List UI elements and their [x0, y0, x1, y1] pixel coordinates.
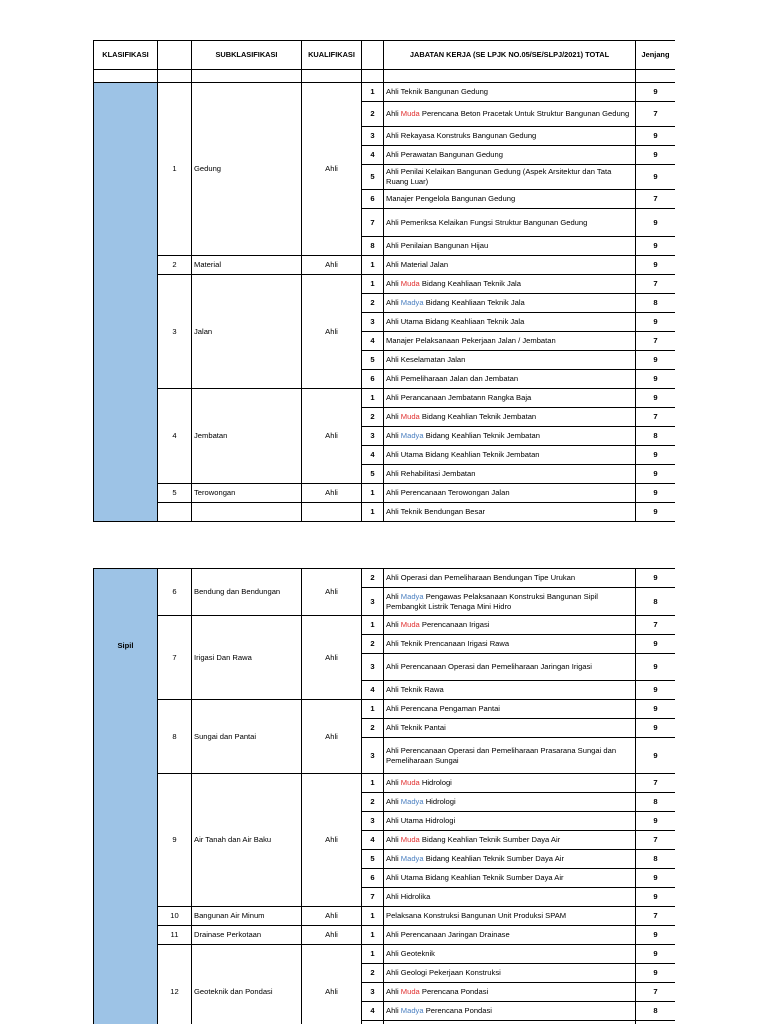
jabatan-title: [384, 83, 636, 102]
subklasifikasi-name: Irigasi Dan Rawa: [192, 616, 302, 700]
jabatan-text: Ahli: [386, 412, 401, 421]
jabatan-text: Ahli: [386, 620, 401, 629]
table-row: [94, 389, 676, 408]
jabatan-no: 6: [362, 869, 384, 888]
table-row: [94, 774, 676, 793]
jenjang-cell: 8: [636, 588, 676, 616]
jabatan-no: 7: [362, 888, 384, 907]
jabatan-no: 2: [362, 793, 384, 812]
jabatan-text: Perencanaan Irigasi: [419, 620, 490, 629]
level-madya: Madya: [400, 854, 424, 863]
jabatan-no: 3: [362, 313, 384, 332]
subklasifikasi-no: 1: [158, 83, 192, 256]
jabatan-no: 4: [362, 446, 384, 465]
jabatan-text: Ahli: [386, 431, 401, 440]
level-muda: Muda: [400, 412, 420, 421]
jabatan-title: [384, 831, 636, 850]
kualifikasi-cell: Ahli: [302, 945, 362, 1024]
jabatan-no: 3: [362, 427, 384, 446]
jabatan-title: [384, 165, 636, 190]
jabatan-title: [384, 209, 636, 237]
kualifikasi-cell: Ahli: [302, 569, 362, 616]
jabatan-text: Ahli Penilai Kelaikan Bangunan Gedung (Aspek Arsitektur dan Tata Ruang Luar): [386, 167, 612, 186]
jabatan-no: 8: [362, 237, 384, 256]
jabatan-text: Bidang Keahlian Teknik Jembatan: [419, 412, 537, 421]
header-jenjang: Jenjang: [636, 41, 676, 70]
header-no2: [362, 41, 384, 70]
header-row: [94, 41, 676, 70]
jabatan-title: [384, 146, 636, 165]
jenjang-cell: 9: [636, 209, 676, 237]
jabatan-text: Perencana Beton Pracetak Untuk Struktur Bangunan Gedung: [419, 109, 630, 118]
jabatan-no: 2: [362, 569, 384, 588]
level-muda: Muda: [400, 835, 420, 844]
jenjang-cell: 9: [636, 654, 676, 681]
spacer-row: [94, 70, 676, 83]
jabatan-text: Ahli Perencanaan Operasi dan Pemeliharaan Jaringan Irigasi: [386, 662, 592, 671]
jabatan-text: Bidang Keahliaan Teknik Jala: [423, 298, 525, 307]
jenjang-cell: 9: [636, 926, 676, 945]
level-muda: Muda: [400, 109, 420, 118]
kualifikasi-cell: Ahli: [302, 275, 362, 389]
jabatan-text: Ahli Geologi Pekerjaan Konstruksi: [386, 968, 501, 977]
jabatan-title: [384, 681, 636, 700]
jabatan-no: [362, 1021, 384, 1024]
jabatan-text: Ahli Hidrolika: [386, 892, 431, 901]
classification-table-2: [93, 568, 675, 1024]
kualifikasi-cell: Ahli: [302, 83, 362, 256]
table-row: [94, 503, 676, 522]
jenjang-cell: 9: [636, 256, 676, 275]
jabatan-text: Ahli Perencanaan Operasi dan Pemeliharaan Prasarana Sungai dan Pemeliharaan Sungai: [386, 745, 617, 765]
jenjang-cell: 9: [636, 635, 676, 654]
jabatan-title: [384, 635, 636, 654]
jabatan-text: Ahli Teknik Pantai: [386, 723, 446, 732]
jenjang-cell: 9: [636, 313, 676, 332]
jabatan-title: [384, 294, 636, 313]
table-row: [94, 569, 676, 588]
jabatan-text: Bidang Keahlian Teknik Sumber Daya Air: [423, 854, 565, 863]
jabatan-no: 4: [362, 681, 384, 700]
jenjang-cell: 9: [636, 165, 676, 190]
jenjang-cell: 9: [636, 964, 676, 983]
jabatan-text: Ahli: [386, 298, 401, 307]
jabatan-text: Ahli: [386, 778, 401, 787]
jabatan-text: Ahli Material Jalan: [386, 260, 449, 269]
jabatan-text: Ahli Utama Bidang Keahliaan Teknik Jala: [386, 317, 525, 326]
jabatan-no: 1: [362, 945, 384, 964]
jabatan-no: 2: [362, 294, 384, 313]
jabatan-no: 1: [362, 256, 384, 275]
jenjang-cell: 7: [636, 616, 676, 635]
jabatan-title: [384, 738, 636, 774]
jabatan-text: Ahli: [386, 797, 401, 806]
jabatan-no: 5: [362, 465, 384, 484]
jenjang-cell: 7: [636, 190, 676, 209]
jabatan-no: 1: [362, 389, 384, 408]
jabatan-text: Perencana Pondasi: [419, 987, 489, 996]
kualifikasi-cell: Ahli: [302, 484, 362, 503]
jabatan-no: 1: [362, 907, 384, 926]
subklasifikasi-no: 4: [158, 389, 192, 484]
jenjang-cell: 8: [636, 1002, 676, 1021]
level-madya: Madya: [400, 1006, 424, 1015]
jabatan-text: Ahli: [386, 835, 401, 844]
jabatan-text: Ahli Keselamatan Jalan: [386, 355, 466, 364]
jabatan-title: [384, 389, 636, 408]
jenjang-cell: 9: [636, 446, 676, 465]
jabatan-text: Manajer Pengelola Bangunan Gedung: [386, 194, 516, 203]
jabatan-title: [384, 569, 636, 588]
jabatan-text: Bidang Keahlian Teknik Sumber Daya Air: [419, 835, 561, 844]
jenjang-cell: 9: [636, 146, 676, 165]
kualifikasi-cell: Ahli: [302, 389, 362, 484]
jenjang-cell: 7: [636, 102, 676, 127]
classification-table-1: [93, 40, 675, 522]
jabatan-no: 2: [362, 102, 384, 127]
table-row: [94, 83, 676, 102]
jabatan-text: Hidrologi: [419, 778, 452, 787]
table-row: [94, 700, 676, 719]
jenjang-cell: 9: [636, 812, 676, 831]
jabatan-title: [384, 408, 636, 427]
jabatan-title: [384, 465, 636, 484]
jabatan-text: Ahli Utama Bidang Keahlian Teknik Sumber Daya Air: [386, 873, 564, 882]
jabatan-text: Ahli Teknik Prencanaan Irigasi Rawa: [386, 639, 510, 648]
jabatan-title: [384, 190, 636, 209]
jenjang-cell: 8: [636, 850, 676, 869]
subklasifikasi-no: 6: [158, 569, 192, 616]
level-muda: Muda: [400, 620, 420, 629]
jabatan-no: 2: [362, 964, 384, 983]
jabatan-no: 3: [362, 983, 384, 1002]
jenjang-cell: 9: [636, 738, 676, 774]
subklasifikasi-name: Air Tanah dan Air Baku: [192, 774, 302, 907]
jabatan-text: Ahli Perencanaan Terowongan Jalan: [386, 488, 510, 497]
kualifikasi-cell: [302, 503, 362, 522]
subklasifikasi-name: Geoteknik dan Pondasi: [192, 945, 302, 1024]
jabatan-text: Perencana Pondasi: [423, 1006, 492, 1015]
jabatan-title: [384, 1021, 636, 1024]
jenjang-cell: 9: [636, 945, 676, 964]
jabatan-no: 1: [362, 83, 384, 102]
jabatan-no: 4: [362, 146, 384, 165]
jabatan-text: Bidang Keahliaan Teknik Jala: [419, 279, 521, 288]
kualifikasi-cell: Ahli: [302, 926, 362, 945]
table-row: [94, 484, 676, 503]
jenjang-cell: 7: [636, 275, 676, 294]
table-page-2: [93, 568, 675, 1024]
subklasifikasi-no: 11: [158, 926, 192, 945]
jabatan-no: 5: [362, 351, 384, 370]
klasifikasi-cell: Sipil: [94, 569, 158, 1024]
jenjang-cell: 9: [636, 719, 676, 738]
subklasifikasi-name: Bendung dan Bendungan: [192, 569, 302, 616]
jabatan-title: [384, 888, 636, 907]
jabatan-text: Ahli Perencana Pengaman Pantai: [386, 704, 500, 713]
jabatan-text: Bidang Keahlian Teknik Jembatan: [423, 431, 540, 440]
jabatan-text: Ahli: [386, 279, 401, 288]
jabatan-text: Ahli Utama Hidrologi: [386, 816, 456, 825]
jabatan-title: [384, 983, 636, 1002]
jenjang-cell: 8: [636, 294, 676, 313]
jenjang-cell: 8: [636, 793, 676, 812]
jenjang-cell: 7: [636, 983, 676, 1002]
subklasifikasi-no: 10: [158, 907, 192, 926]
jabatan-text: Ahli Perancanaan Jembatann Rangka Baja: [386, 393, 532, 402]
level-madya: Madya: [400, 298, 424, 307]
jenjang-cell: 9: [636, 700, 676, 719]
subklasifikasi-name: [192, 503, 302, 522]
subklasifikasi-no: 7: [158, 616, 192, 700]
jabatan-text: Ahli Geoteknik: [386, 949, 435, 958]
jenjang-cell: 9: [636, 465, 676, 484]
jabatan-title: [384, 588, 636, 616]
jabatan-no: 3: [362, 588, 384, 616]
jabatan-text: Ahli Pemeriksa Kelaikan Fungsi Struktur Bangunan Gedung: [386, 217, 588, 227]
jabatan-text: Ahli Perencanaan Jaringan Drainase: [386, 930, 510, 939]
jabatan-title: [384, 793, 636, 812]
jabatan-no: 1: [362, 616, 384, 635]
jenjang-cell: 8: [636, 427, 676, 446]
jabatan-title: [384, 275, 636, 294]
table-row: [94, 945, 676, 964]
jabatan-text: Ahli Rekayasa Konstruks Bangunan Gedung: [386, 131, 537, 140]
table-row: [94, 256, 676, 275]
jabatan-title: [384, 313, 636, 332]
jabatan-title: [384, 945, 636, 964]
level-muda: Muda: [400, 987, 420, 996]
jenjang-cell: 9: [636, 569, 676, 588]
kualifikasi-cell: Ahli: [302, 774, 362, 907]
subklasifikasi-name: Drainase Perkotaan: [192, 926, 302, 945]
subklasifikasi-name: Sungai dan Pantai: [192, 700, 302, 774]
subklasifikasi-no: [158, 503, 192, 522]
jenjang-cell: [636, 1021, 676, 1024]
kualifikasi-cell: Ahli: [302, 616, 362, 700]
jabatan-no: 6: [362, 190, 384, 209]
subklasifikasi-name: Terowongan: [192, 484, 302, 503]
jabatan-no: 2: [362, 635, 384, 654]
jabatan-text: Pengawas Pelaksanaan Konstruksi Bangunan Sipil Pembangkit Listrik Tenaga Mini Hidro: [386, 591, 598, 611]
jenjang-cell: 9: [636, 351, 676, 370]
jabatan-no: 4: [362, 1002, 384, 1021]
jabatan-text: Ahli: [386, 854, 401, 863]
jabatan-title: [384, 127, 636, 146]
jabatan-text: Ahli: [386, 987, 401, 996]
table-row: [94, 907, 676, 926]
subklasifikasi-name: Jembatan: [192, 389, 302, 484]
jabatan-no: 1: [362, 774, 384, 793]
jenjang-cell: 9: [636, 370, 676, 389]
jabatan-text: Pelaksana Konstruksi Bangunan Unit Produksi SPAM: [386, 911, 567, 920]
subklasifikasi-no: 8: [158, 700, 192, 774]
table-row: [94, 926, 676, 945]
jabatan-text: Ahli Teknik Rawa: [386, 685, 444, 694]
jabatan-text: Ahli Operasi dan Pemeliharaan Bendungan Tipe Urukan: [386, 573, 576, 582]
jabatan-no: 1: [362, 484, 384, 503]
kualifikasi-cell: Ahli: [302, 256, 362, 275]
jabatan-no: 1: [362, 700, 384, 719]
level-madya: Madya: [400, 431, 424, 440]
table-page-1: [93, 40, 675, 536]
jabatan-text: Ahli Teknik Bendungan Besar: [386, 507, 486, 516]
jabatan-no: 3: [362, 738, 384, 774]
jabatan-text: Hidrologi: [423, 797, 456, 806]
jabatan-title: [384, 332, 636, 351]
jabatan-text: Manajer Pelaksanaan Pekerjaan Jalan / Jembatan: [386, 336, 556, 345]
table-row: [94, 616, 676, 635]
header-kualifikasi: KUALIFIKASI: [302, 41, 362, 70]
subklasifikasi-name: Bangunan Air Minum: [192, 907, 302, 926]
jabatan-title: [384, 503, 636, 522]
jenjang-cell: 9: [636, 503, 676, 522]
subklasifikasi-name: Material: [192, 256, 302, 275]
jenjang-cell: 9: [636, 869, 676, 888]
subklasifikasi-no: 9: [158, 774, 192, 907]
jabatan-title: [384, 850, 636, 869]
jabatan-title: [384, 926, 636, 945]
header-klasifikasi: KLASIFIKASI: [94, 41, 158, 70]
jabatan-no: 6: [362, 370, 384, 389]
jabatan-no: 5: [362, 165, 384, 190]
jabatan-title: [384, 484, 636, 503]
jabatan-title: [384, 237, 636, 256]
jabatan-no: 4: [362, 831, 384, 850]
jabatan-title: [384, 812, 636, 831]
header-subklasifikasi: SUBKLASIFIKASI: [192, 41, 302, 70]
jabatan-title: [384, 964, 636, 983]
jabatan-text: Ahli Pemeliharaan Jalan dan Jembatan: [386, 374, 519, 383]
jabatan-no: 2: [362, 719, 384, 738]
subklasifikasi-name: Jalan: [192, 275, 302, 389]
jabatan-text: Ahli Rehabilitasi Jembatan: [386, 469, 476, 478]
jabatan-title: [384, 616, 636, 635]
subklasifikasi-no: 3: [158, 275, 192, 389]
jabatan-title: [384, 1002, 636, 1021]
level-muda: Muda: [400, 778, 420, 787]
jabatan-no: 1: [362, 275, 384, 294]
subklasifikasi-name: Gedung: [192, 83, 302, 256]
jabatan-no: 7: [362, 209, 384, 237]
jenjang-cell: 7: [636, 774, 676, 793]
jabatan-no: 5: [362, 850, 384, 869]
level-muda: Muda: [400, 279, 420, 288]
jabatan-no: 1: [362, 926, 384, 945]
level-madya: Madya: [400, 591, 424, 601]
jabatan-title: [384, 907, 636, 926]
jenjang-cell: 7: [636, 831, 676, 850]
jabatan-title: [384, 446, 636, 465]
jenjang-cell: 9: [636, 681, 676, 700]
header-no: [158, 41, 192, 70]
jabatan-title: [384, 700, 636, 719]
jabatan-title: [384, 719, 636, 738]
jenjang-cell: 9: [636, 389, 676, 408]
jabatan-title: [384, 351, 636, 370]
jabatan-title: [384, 869, 636, 888]
jabatan-title: [384, 102, 636, 127]
jenjang-cell: 7: [636, 907, 676, 926]
jenjang-cell: 9: [636, 888, 676, 907]
jabatan-no: 3: [362, 127, 384, 146]
subklasifikasi-no: 2: [158, 256, 192, 275]
jenjang-cell: 9: [636, 127, 676, 146]
jabatan-no: 2: [362, 408, 384, 427]
table-row: [94, 275, 676, 294]
jenjang-cell: 9: [636, 83, 676, 102]
jabatan-no: 4: [362, 332, 384, 351]
jabatan-text: Ahli: [386, 109, 401, 118]
jabatan-text: Ahli Teknik Bangunan Gedung: [386, 87, 489, 96]
jenjang-cell: 9: [636, 237, 676, 256]
jabatan-no: 3: [362, 812, 384, 831]
jabatan-text: Ahli Perawatan Bangunan Gedung: [386, 150, 503, 159]
subklasifikasi-no: 5: [158, 484, 192, 503]
jenjang-cell: 7: [636, 332, 676, 351]
kualifikasi-cell: Ahli: [302, 700, 362, 774]
jabatan-title: [384, 654, 636, 681]
jabatan-text: Ahli Utama Bidang Keahlian Teknik Jembatan: [386, 450, 540, 459]
subklasifikasi-no: 12: [158, 945, 192, 1024]
level-madya: Madya: [400, 797, 424, 806]
kualifikasi-cell: Ahli: [302, 907, 362, 926]
klasifikasi-cell: [94, 83, 158, 522]
header-jabatan: JABATAN KERJA (SE LPJK NO.05/SE/SLPJ/2021) TOTAL: [384, 41, 636, 70]
jabatan-text: Ahli Penilaian Bangunan Hijau: [386, 241, 489, 250]
jabatan-title: [384, 370, 636, 389]
jabatan-title: [384, 256, 636, 275]
jabatan-text: Ahli: [386, 591, 401, 601]
jabatan-title: [384, 427, 636, 446]
jenjang-cell: 7: [636, 408, 676, 427]
jabatan-no: 3: [362, 654, 384, 681]
jabatan-no: 1: [362, 503, 384, 522]
jabatan-title: [384, 774, 636, 793]
jenjang-cell: 9: [636, 484, 676, 503]
jabatan-text: Ahli: [386, 1006, 401, 1015]
